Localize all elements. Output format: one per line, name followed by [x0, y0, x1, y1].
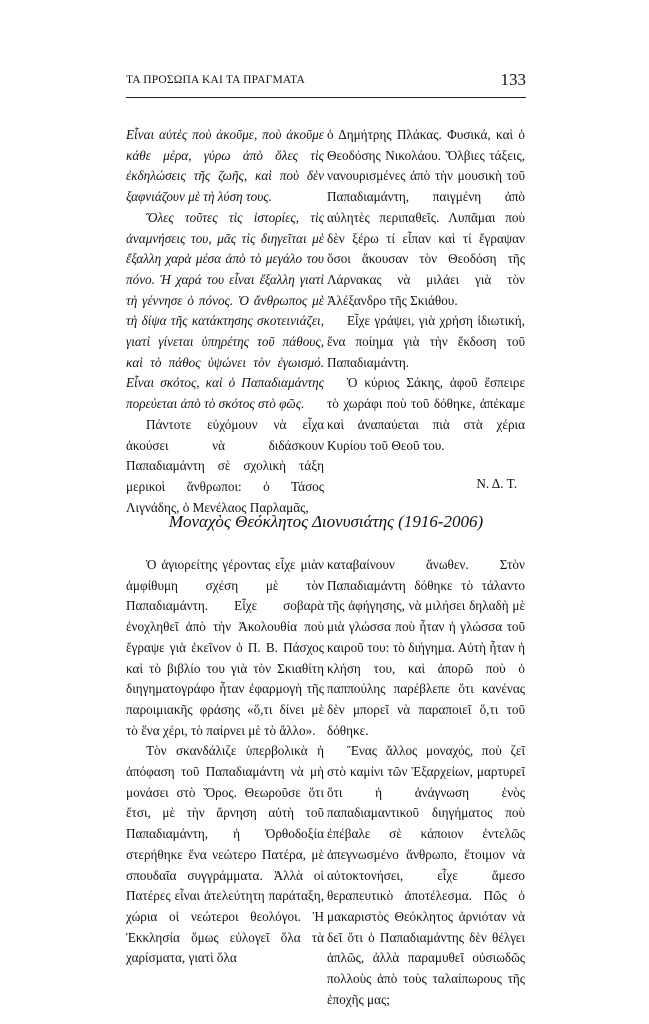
paragraph: ὁ Δημήτρης Πλάκας. Φυσικά, καὶ ὁ Θεοδόσης Νικολάου. Ὄλβιες τάξεις, νανουρισμένες ἀπὸ τὴν μουσικὴ τοῦ Παπαδιαμάντη, παιγμένη ἀπὸ αὐλητὲς περιπαθεῖς. Λυπᾶμαι ποὺ δὲν ξέρω τί εἶπαν καὶ τί ἔγραψαν ὅσοι ἄκουσαν τὸν Θεοδόση τῆς Λάρνακας νὰ μιλάει γιὰ τὸν Ἀλέξανδρο τῆς Σκιάθου. [327, 127, 525, 308]
paragraph: Πάντοτε εὐχόμουν νὰ εἶχα ἀκούσει νὰ διδάσκουν Παπαδιαμάντη σὲ σχολικὴ τάξη μερικοὶ ἄνθρωποι: ὁ Τάσος Λιγνάδης, ὁ Μενέλαος Παρλαμᾶς, [126, 416, 324, 515]
section-title: Μοναχὸς Θεόκλητος Διονυσιάτης (1916-2006) [168, 512, 484, 531]
bottom-left-column [126, 555, 324, 969]
paragraph: Ὅλες τοῦτες τὶς ἱστορίες, τὶς ἀναμνήσεις του, μᾶς τὶς διηγεῖται μὲ ἔξαλλη χαρὰ μέσα ἀπὸ τὸ μεγάλο του πόνο. Ἡ χαρά του εἶναι ἔξαλλη γιατὶ τὴ γέννησε ὁ πόνος. Ὁ ἄνθρωπος μὲ τὴ δίψα τῆς κατάκτησης σκοτεινιάζει, γιατὶ γίνεται ὑπηρέτης τοῦ πάθους, καὶ τὸ πάθος ὑψώνει τὸν ἐγωισμό. Εἶναι σκότος, καὶ ὁ Παπαδιαμάντης πορεύεται ἀπὸ τὸ σκότος στὸ φῶς. [126, 209, 324, 412]
page-header [126, 70, 526, 92]
top-right-column [327, 125, 525, 495]
bottom-right-column [327, 555, 525, 1010]
page-number: 133 [500, 70, 526, 89]
paragraph: Ὁ ἁγιορείτης γέροντας εἶχε μιὰν ἀμφίθυμη σχέση μὲ τὸν Παπαδιαμάντη. Εἶχε σοβαρὰ ἐνοχληθεῖ ἀπὸ τὴν Ἀκολουθία ποὺ ἔγραψε γιὰ ἐκεῖνον ὁ Π. Β. Πάσχος καὶ τὸ βιβλίο του γιὰ τὸν Σκιαθίτη διηγηματογράφο ἦταν ἐφαρμογὴ τῆς παροιμιακῆς φράσης «ὅ,τι δίνει μὲ τὸ ἕνα χέρι, τὸ παίρνει μὲ τὸ ἄλλο». [126, 557, 324, 738]
paragraph: Τὸν σκανδάλιζε ὑπερβολικὰ ἡ ἀπόφαση τοῦ Παπαδιαμάντη νὰ μὴ μονάσει στὸ Ὄρος. Θεωροῦσε ὅτι ἔτσι, μὲ τὴν ἄρνηση αὐτὴ τοῦ Παπαδιαμάντη, ἡ Ὀρθοδοξία στερήθηκε ἕνα νεώτερο Πατέρα, μὲ σπουδαῖα συγγράμματα. Ἀλλὰ οἱ Πατέρες εἶναι ἀτελεύτητη παράταξη, χώρια οἱ νεώτεροι θεολόγοι. Ἡ Ἐκκλησία ὅμως εὐλογεῖ ὅλα τὰ χαρίσματα, γιατὶ ὅλα [126, 743, 324, 966]
paragraph: Ὁ κύριος Σάκης, ἀφοῦ ἔσπειρε τὸ χωράφι ποὺ τοῦ δόθηκε, ἀπέκαμε καὶ ἀναπαύεται πιὰ στὰ χέρια Κυρίου τοῦ Θεοῦ του. [327, 375, 525, 453]
top-left-column [126, 125, 324, 518]
signature-initials: Ν. Δ. Τ. [476, 476, 517, 492]
header-rule [126, 97, 526, 98]
running-head: ΤΑ ΠΡΟΣΩΠΑ ΚΑΙ ΤΑ ΠΡΑΓΜΑΤΑ [126, 74, 305, 86]
paragraph: Ἕνας ἄλλος μοναχός, ποὺ ζεῖ στὸ καμίνι τῶν Ἐξαρχείων, μαρτυρεῖ ὅτι ἡ ἀνάγνωση ἑνὸς παπαδιαμαντικοῦ διηγήματος ποὺ ἐπέβαλε σὲ κάποιον ἐντελῶς ἀπεγνωσμένο ἄνθρωπο, ἕτοιμον νὰ αὐτοκτονήσει, εἶχε ἄμεσο θεραπευτικὸ ἀποτέλεσμα. Πῶς ὁ μακαριστὸς Θεόκλητος ἀρνιόταν νὰ δεῖ ὅτι ὁ Παπαδιαμάντης δὲν θέλγει ἁπλῶς, ἀλλὰ παραμυθεῖ οὐσιωδῶς πολλοὺς ἀπὸ τοὺς ταλαίπωρους τῆς ἐποχῆς μας; [327, 743, 525, 1007]
paragraph: Εἶναι αὐτὲς ποὺ ἀκοῦμε, ποὺ ἀκοῦμε κάθε μέρα, γύρω ἀπὸ ὅλες τὶς ἐκδηλώσεις τῆς ζωῆς, καὶ ποὺ δὲν ξαφνιάζουν μὲ τὴ λύση τους. [126, 127, 324, 205]
paragraph: Εἶχε γράψει, γιὰ χρήση ἰδιωτική, ἕνα ποίημα γιὰ τὴν ἔκδοση τοῦ Παπαδιαμάντη. [327, 313, 525, 370]
paragraph: καταβαίνουν ἄνωθεν. Στὸν Παπαδιαμάντη δόθηκε τὸ τάλαντο τῆς ἀφήγησης, νὰ μιλήσει δηλαδὴ μὲ μιὰ γλώσσα ποὺ ἦταν ἡ γλώσσα τοῦ καιροῦ του: τὸ διήγημα. Αὐτὴ ἦταν ἡ κλήση του, καὶ ἀπορῶ ποὺ ὁ παππούλης παρέβλεπε ὅτι κανένας δὲν μπορεῖ νὰ παραποιεῖ ὅ,τι τοῦ δόθηκε. [327, 557, 525, 738]
